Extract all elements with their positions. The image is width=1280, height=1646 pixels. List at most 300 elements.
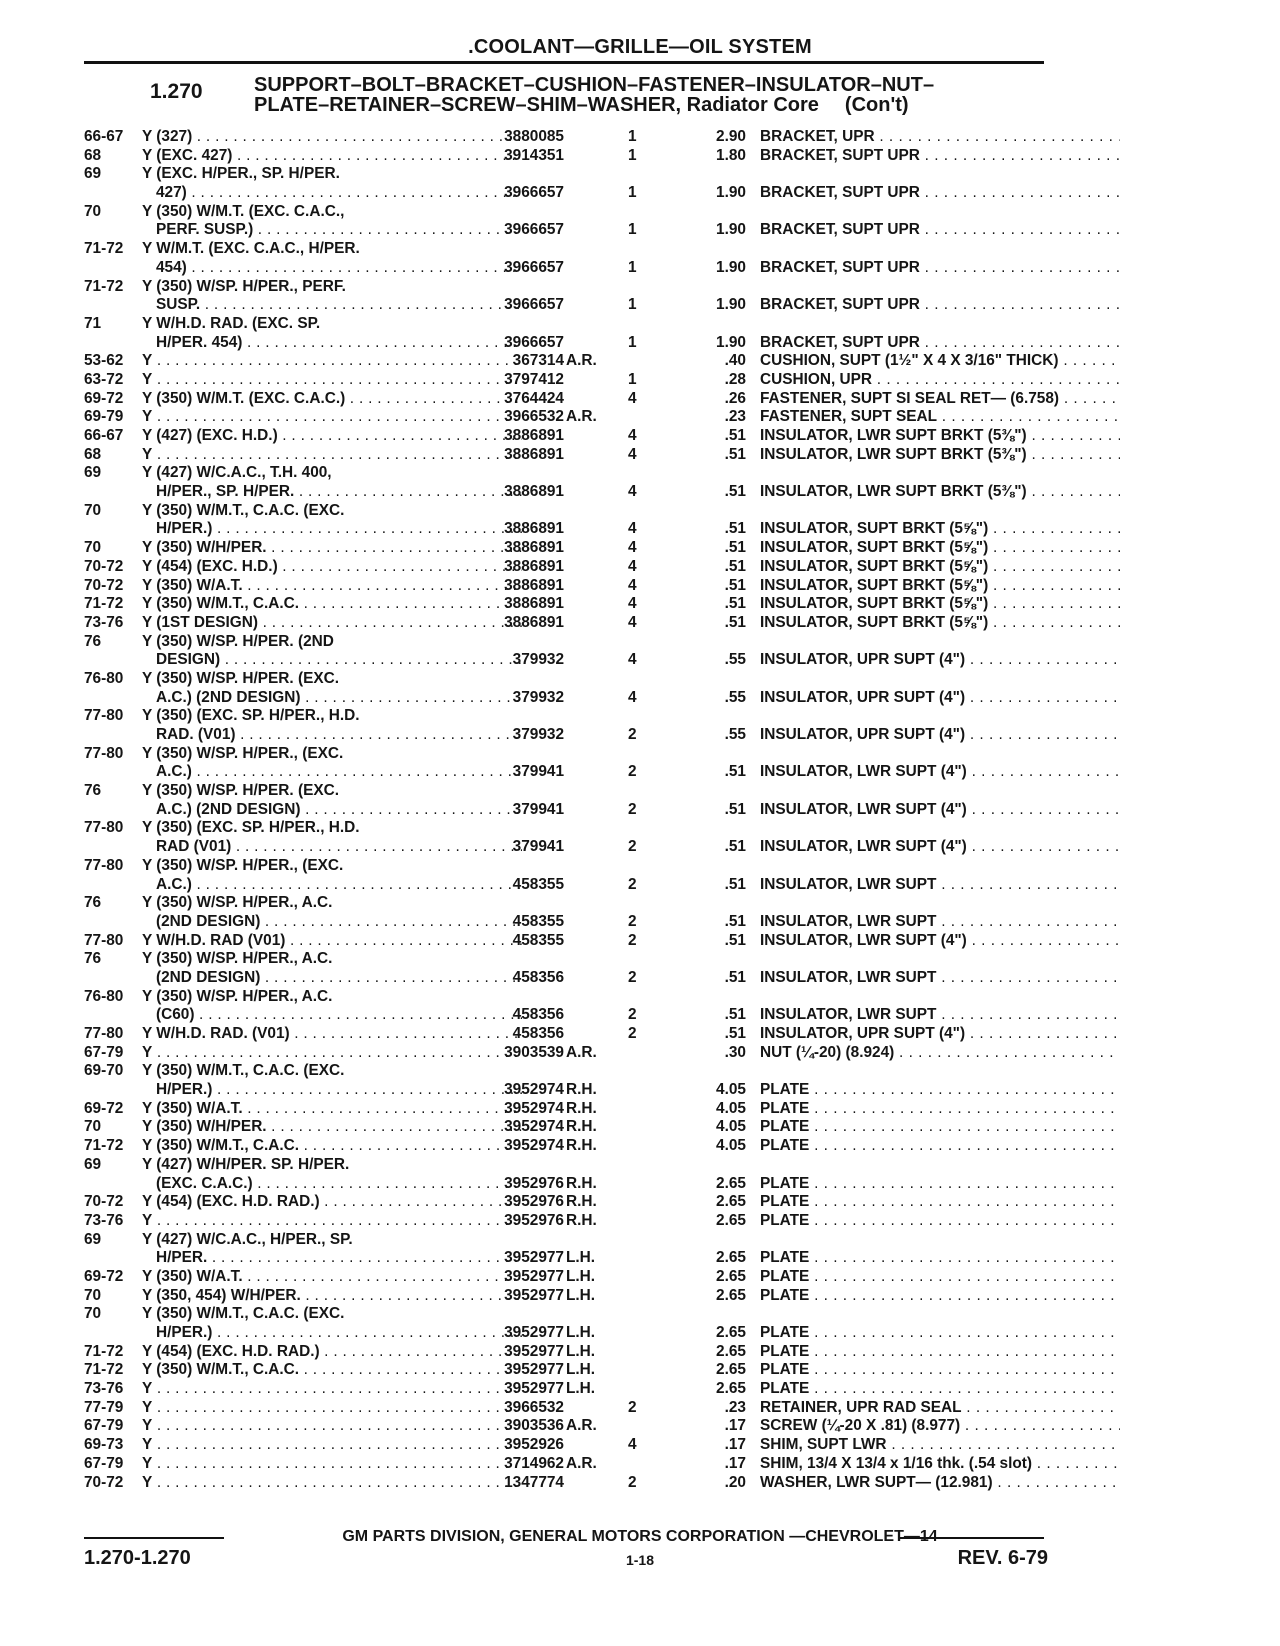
part-name: PLATE . . . (760, 1343, 1120, 1362)
price: .51 (724, 445, 746, 463)
part-name: PLATE . . . (760, 1100, 1120, 1119)
table-row (84, 1324, 1044, 1343)
price: .23 (724, 408, 746, 426)
part-name: INSULATOR, LWR SUPT . . . (760, 969, 1120, 988)
table-row (84, 352, 1059, 371)
model-years: 76-80 (84, 987, 124, 1005)
table-row (84, 278, 1044, 297)
model-years: 76-80 (84, 669, 124, 687)
usage-description: Y . . . (142, 371, 522, 390)
usage-description: Y (350) (EXC. SP. H/PER., H.D. (142, 819, 360, 837)
table-row (84, 240, 1044, 259)
price: 2.65 (716, 1361, 746, 1379)
usage-description: Y . . . (142, 1212, 522, 1231)
table-row (84, 464, 1044, 483)
price: .51 (724, 483, 746, 501)
usage-description: Y . . . (142, 446, 522, 465)
header-rule (84, 61, 1044, 64)
quantity: 1 (628, 146, 637, 164)
part-number: 3966657 (504, 333, 564, 351)
table-row (84, 1343, 1044, 1362)
usage-description: Y (350) W/H/PER. . . . (142, 1118, 522, 1137)
quantity: R.H. (566, 1099, 597, 1117)
table-row (84, 203, 1044, 222)
section-number: 1.270 (150, 80, 203, 103)
usage-description: Y (350) W/M.T., C.A.C. . . . (142, 1137, 522, 1156)
part-number: 379941 (512, 800, 564, 818)
part-name: INSULATOR, UPR SUPT (4") . . . (760, 1025, 1120, 1044)
table-row (84, 1175, 1044, 1194)
model-years: 73-76 (84, 613, 124, 631)
part-name: BRACKET, SUPT UPR . . . (760, 147, 1120, 166)
model-years: 70 (84, 1118, 102, 1136)
model-years: 69 (84, 165, 102, 183)
quantity: L.H. (566, 1324, 596, 1341)
quantity: 4 (628, 1436, 637, 1454)
table-row (84, 483, 1044, 502)
usage-description: Y (350) W/SP. H/PER. (EXC. (142, 669, 340, 687)
model-years: 76 (84, 894, 102, 912)
usage-description: Y (EXC. H/PER., SP. H/PER. (142, 165, 340, 183)
table-row (84, 1249, 1044, 1268)
quantity: R.H. (566, 1081, 597, 1099)
price: .51 (724, 968, 746, 986)
model-years: 70 (84, 202, 102, 220)
table-row (84, 558, 1044, 577)
part-name: INSULATOR, LWR SUPT (4") . . . (760, 801, 1120, 820)
usage-description: H/PER.) . . . (156, 1324, 522, 1343)
part-number: 3952977 (504, 1324, 564, 1341)
part-name: INSULATOR, UPR SUPT (4") . . . (760, 726, 1120, 745)
part-name: INSULATOR, SUPT BRKT (5⅝") . . . (760, 558, 1120, 577)
part-number: 3952977 (504, 1286, 564, 1304)
usage-description: Y . . . (142, 1044, 522, 1063)
model-years: 70-72 (84, 1473, 124, 1491)
table-row (84, 221, 1044, 240)
part-number: 3952926 (504, 1436, 564, 1454)
part-name: PLATE . . . (760, 1175, 1120, 1194)
price: 1.90 (716, 184, 746, 202)
quantity: L.H. (566, 1249, 596, 1267)
part-number: 3914351 (504, 146, 564, 164)
price: .51 (724, 1006, 746, 1024)
model-years: 69-73 (84, 1436, 124, 1454)
model-years: 71-72 (84, 1361, 124, 1379)
quantity: A.R. (566, 408, 597, 426)
quantity: 2 (628, 1025, 637, 1042)
table-row (84, 801, 1044, 820)
table-row (84, 633, 1044, 652)
price: .51 (724, 539, 746, 557)
part-number: 458356 (512, 968, 564, 986)
quantity: 2 (628, 838, 637, 856)
part-name: PLATE . . . (760, 1268, 1120, 1287)
usage-description: Y (454) (EXC. H.D.) . . . (142, 558, 522, 577)
price: .51 (724, 931, 746, 949)
usage-description: H/PER.) . . . (156, 1081, 522, 1100)
quantity: 4 (628, 651, 637, 669)
quantity: L.H. (566, 1342, 596, 1360)
quantity: 1 (628, 370, 637, 388)
model-years: 77-80 (84, 1025, 124, 1042)
part-name: INSULATOR, LWR SUPT (4") . . . (760, 763, 1120, 782)
part-name: SHIM, 13/4 X 13/4 x 1/16 thk. (.54 slot) . . . (760, 1455, 1120, 1474)
model-years: 76 (84, 950, 102, 968)
model-years: 67-79 (84, 1417, 124, 1435)
part-name: PLATE . . . (760, 1118, 1120, 1137)
part-name: INSULATOR, SUPT BRKT (5⅝") . . . (760, 577, 1120, 596)
quantity: 4 (628, 520, 637, 538)
table-row (84, 371, 1044, 390)
model-years: 77-80 (84, 931, 124, 949)
table-row (84, 745, 1044, 764)
table-row (84, 782, 1044, 801)
table-row (84, 763, 1044, 782)
part-number: 367314 (512, 352, 564, 370)
usage-description: Y (350) W/M.T., C.A.C. (EXC. (142, 1305, 345, 1323)
model-years: 69 (84, 1155, 102, 1173)
model-years: 70-72 (84, 576, 124, 594)
part-number: 458356 (512, 1025, 564, 1042)
usage-description: Y . . . (142, 1399, 522, 1418)
table-row (84, 446, 1044, 465)
model-years: 69 (84, 1230, 102, 1248)
usage-description: Y (350) W/SP. H/PER., A.C. (142, 894, 333, 912)
usage-description: Y (454) (EXC. H.D. RAD.) . . . (142, 1343, 522, 1362)
price: .23 (724, 1398, 746, 1416)
table-row (84, 707, 1044, 726)
table-row (84, 1212, 1044, 1231)
model-years: 70-72 (84, 1193, 124, 1211)
usage-description: Y . . . (142, 1474, 522, 1493)
usage-description: Y (350) W/A.T. . . . (142, 1268, 522, 1287)
usage-description: Y (350) W/M.T., C.A.C. . . . (142, 595, 522, 614)
quantity: 2 (628, 931, 637, 949)
usage-description: (EXC. C.A.C.) . . . (156, 1175, 522, 1194)
part-number: 3886891 (504, 595, 564, 613)
price: 2.90 (716, 128, 746, 145)
part-name: SHIM, SUPT LWR . . . (760, 1436, 1120, 1455)
table-row (84, 1025, 1044, 1044)
price: .55 (724, 726, 746, 743)
quantity: 2 (628, 763, 637, 781)
model-years: 70 (84, 1286, 102, 1304)
usage-description: Y (327) . . . (142, 128, 522, 147)
part-name: BRACKET, SUPT UPR . . . (760, 296, 1120, 315)
table-row (84, 315, 1044, 334)
quantity: 2 (628, 968, 637, 986)
table-row (84, 595, 1044, 614)
quantity: 2 (628, 1398, 637, 1416)
table-row (84, 259, 1044, 278)
part-name: INSULATOR, LWR SUPT . . . (760, 876, 1120, 895)
table-row (84, 1305, 1044, 1324)
table-row (84, 1137, 1044, 1156)
usage-description: (C60) . . . (156, 1006, 522, 1025)
model-years: 68 (84, 445, 102, 463)
price: .51 (724, 800, 746, 818)
usage-description: Y (350) W/SP. H/PER. (EXC. (142, 782, 340, 800)
table-row (84, 819, 1044, 838)
part-name: INSULATOR, LWR SUPT (4") . . . (760, 838, 1120, 857)
part-name: PLATE . . . (760, 1287, 1120, 1306)
quantity: 4 (628, 539, 637, 557)
quantity: R.H. (566, 1137, 597, 1155)
price: .51 (724, 576, 746, 594)
model-years: 77-80 (84, 744, 124, 762)
table-row (84, 427, 1044, 446)
part-number: 3966532 (504, 408, 564, 426)
price: 2.65 (716, 1267, 746, 1285)
usage-description: SUSP. . . . (156, 296, 522, 315)
part-name: INSULATOR, LWR SUPT BRKT (5⅜") . . . (760, 446, 1120, 465)
quantity: 2 (628, 800, 637, 818)
part-name: RETAINER, UPR RAD SEAL . . . (760, 1399, 1120, 1418)
quantity: 1 (628, 184, 637, 202)
model-years: 69-70 (84, 1062, 124, 1080)
price: 1.90 (716, 296, 746, 314)
part-number: 3952977 (504, 1249, 564, 1267)
table-row (84, 614, 1044, 633)
part-name: INSULATOR, LWR SUPT . . . (760, 913, 1120, 932)
quantity: L.H. (566, 1286, 596, 1304)
model-years: 69-79 (84, 408, 124, 426)
usage-description: Y . . . (142, 1417, 522, 1436)
model-years: 76 (84, 632, 102, 650)
table-row (84, 838, 1044, 857)
usage-description: PERF. SUSP.) . . . (156, 221, 522, 240)
model-years: 71-72 (84, 595, 124, 613)
part-name: FASTENER, SUPT SI SEAL RET— (6.758) . . . (760, 390, 1120, 409)
part-name: INSULATOR, LWR SUPT . . . (760, 1006, 1120, 1025)
part-number: 3886891 (504, 576, 564, 594)
part-number: 3880085 (504, 128, 564, 145)
part-name: BRACKET, SUPT UPR . . . (760, 184, 1120, 203)
part-number: 379932 (512, 688, 564, 706)
usage-description: RAD (V01) . . . (156, 838, 522, 857)
usage-description: Y . . . (142, 1436, 522, 1455)
table-row (84, 147, 1044, 166)
price: .40 (724, 352, 746, 370)
part-number: 3952974 (504, 1099, 564, 1117)
quantity: A.R. (566, 1417, 597, 1435)
quantity: R.H. (566, 1193, 597, 1211)
table-row (84, 1361, 1044, 1380)
table-row (84, 408, 1044, 427)
quantity: L.H. (566, 1361, 596, 1379)
usage-description: Y (350) W/SP. H/PER., A.C. (142, 950, 333, 968)
quantity: 4 (628, 613, 637, 631)
part-name: BRACKET, UPR . . . (760, 128, 1120, 147)
part-number: 3966657 (504, 184, 564, 202)
part-number: 3952977 (504, 1342, 564, 1360)
part-name: PLATE . . . (760, 1380, 1120, 1399)
usage-description: Y (350) W/SP. H/PER., A.C. (142, 987, 333, 1005)
part-number: 3886891 (504, 557, 564, 575)
table-row (84, 1380, 1044, 1399)
quantity: A.R. (566, 1043, 597, 1061)
usage-description: Y (427) W/C.A.C., H/PER., SP. (142, 1230, 353, 1248)
price: 1.90 (716, 333, 746, 351)
usage-description: Y . . . (142, 408, 522, 427)
part-number: 379932 (512, 651, 564, 669)
table-row (84, 128, 1044, 147)
quantity: 4 (628, 445, 637, 463)
usage-description: RAD. (V01) . . . (156, 726, 522, 745)
table-row (84, 1006, 1044, 1025)
price: .51 (724, 427, 746, 444)
part-name: SCREW (¼-20 X .81) (8.977) . . . (760, 1417, 1120, 1436)
usage-description: Y (350) (EXC. SP. H/PER., H.D. (142, 707, 360, 725)
part-number: 3952974 (504, 1137, 564, 1155)
quantity: L.H. (566, 1380, 596, 1398)
model-years: 63-72 (84, 370, 124, 388)
table-row (84, 1118, 1044, 1137)
quantity: 1 (628, 221, 637, 239)
table-row (84, 1062, 1044, 1081)
part-number: 3797412 (504, 370, 564, 388)
price: .51 (724, 763, 746, 781)
usage-description: Y (454) (EXC. H.D. RAD.) . . . (142, 1193, 522, 1212)
table-row (84, 1100, 1044, 1119)
part-name: INSULATOR, LWR SUPT (4") . . . (760, 932, 1120, 951)
parts-list (84, 128, 1060, 1492)
part-name: CUSHION, SUPT (1½" X 4 X 3/16" THICK) . . . (760, 352, 1120, 371)
model-years: 69-72 (84, 1267, 124, 1285)
quantity: 4 (628, 576, 637, 594)
table-row (84, 184, 1044, 203)
model-years: 69-72 (84, 1099, 124, 1117)
continued-label: (Con't) (844, 94, 909, 116)
table-row (84, 296, 1044, 315)
table-row (84, 857, 1044, 876)
model-years: 70 (84, 539, 102, 557)
part-name: PLATE . . . (760, 1137, 1120, 1156)
usage-description: Y . . . (142, 1455, 522, 1474)
price: 2.65 (716, 1193, 746, 1211)
part-name: INSULATOR, SUPT BRKT (5⅝") . . . (760, 595, 1120, 614)
quantity: R.H. (566, 1118, 597, 1136)
section-title: .COOLANT—GRILLE—OIL SYSTEM (468, 36, 812, 58)
usage-description: A.C.) . . . (156, 763, 522, 782)
model-years: 71-72 (84, 277, 124, 295)
part-number: 3966657 (504, 296, 564, 314)
part-name: PLATE . . . (760, 1361, 1120, 1380)
usage-description: DESIGN) . . . (156, 651, 522, 670)
part-number: 3966532 (504, 1398, 564, 1416)
price: .17 (724, 1417, 746, 1435)
part-number: 3952974 (504, 1118, 564, 1136)
price: .51 (724, 838, 746, 856)
part-number: 3966657 (504, 258, 564, 276)
part-number: 3764424 (504, 389, 564, 407)
price: 2.65 (716, 1249, 746, 1267)
usage-description: H/PER. 454) . . . (156, 334, 522, 353)
quantity: 1 (628, 296, 637, 314)
usage-description: Y (350) W/A.T. . . . (142, 1100, 522, 1119)
table-row (84, 502, 1044, 521)
model-years: 73-76 (84, 1380, 124, 1398)
section-heading-line2-text: PLATE–RETAINER–SCREW–SHIM–WASHER, Radiator Core (254, 94, 819, 116)
model-years: 77-80 (84, 819, 124, 837)
usage-description: Y . . . (142, 1380, 522, 1399)
part-name: FASTENER, SUPT SEAL . . . (760, 408, 1120, 427)
part-name: INSULATOR, SUPT BRKT (5⅝") . . . (760, 539, 1120, 558)
model-years: 77-79 (84, 1398, 124, 1416)
price: 1.80 (716, 146, 746, 164)
part-name: BRACKET, SUPT UPR . . . (760, 334, 1120, 353)
part-number: 458355 (512, 931, 564, 949)
part-number: 3886891 (504, 445, 564, 463)
table-row (84, 1268, 1044, 1287)
usage-description: 454) . . . (156, 259, 522, 278)
quantity: 4 (628, 688, 637, 706)
price: .51 (724, 912, 746, 930)
part-name: PLATE . . . (760, 1324, 1120, 1343)
quantity: 2 (628, 912, 637, 930)
usage-description: Y (EXC. 427) . . . (142, 147, 522, 166)
table-row (84, 894, 1044, 913)
model-years: 76 (84, 782, 102, 800)
part-name: INSULATOR, SUPT BRKT (5⅝") . . . (760, 520, 1120, 539)
usage-description: H/PER.) . . . (156, 520, 522, 539)
part-name: BRACKET, SUPT UPR . . . (760, 221, 1120, 240)
quantity: 4 (628, 557, 637, 575)
table-row (84, 969, 1044, 988)
price: 2.65 (716, 1380, 746, 1398)
table-row (84, 389, 1060, 409)
part-name: BRACKET, SUPT UPR . . . (760, 259, 1120, 278)
model-years: 77-80 (84, 856, 124, 874)
quantity: 2 (628, 1006, 637, 1024)
section-heading-line2 (254, 94, 909, 117)
table-row (84, 876, 1044, 895)
part-number: 458355 (512, 875, 564, 893)
part-number: 3886891 (504, 427, 564, 444)
part-number: 1347774 (504, 1473, 564, 1491)
table-row (84, 1436, 1044, 1455)
price: .51 (724, 1025, 746, 1042)
usage-description: Y (350) W/SP. H/PER., (EXC. (142, 856, 344, 874)
quantity: R.H. (566, 1211, 597, 1229)
table-row (84, 913, 1044, 932)
usage-description: Y W/H.D. RAD (V01) . . . (142, 932, 522, 951)
price: 4.05 (716, 1137, 746, 1155)
quantity: 4 (628, 427, 637, 444)
table-row (84, 1474, 1044, 1493)
part-number: 3886891 (504, 613, 564, 631)
table-row (84, 1399, 1044, 1418)
part-name: PLATE . . . (760, 1193, 1120, 1212)
part-name: INSULATOR, UPR SUPT (4") . . . (760, 651, 1120, 670)
price: 2.65 (716, 1174, 746, 1192)
usage-description: Y (350) W/M.T., C.A.C. (EXC. (142, 501, 345, 519)
section-heading-line1: SUPPORT–BOLT–BRACKET–CUSHION–FASTENER–INSULATOR–NUT– (254, 74, 935, 96)
usage-description: Y (427) (EXC. H.D.) . . . (142, 427, 522, 446)
table-row (84, 689, 1044, 708)
footer-revision: REV. 6-79 (957, 1547, 1048, 1569)
quantity: R.H. (566, 1174, 597, 1192)
usage-description: H/PER., SP. H/PER. . . . (156, 483, 522, 502)
model-years: 73-76 (84, 1211, 124, 1229)
price: 1.90 (716, 258, 746, 276)
usage-description: Y W/H.D. RAD. (EXC. SP. (142, 314, 321, 332)
price: 4.05 (716, 1099, 746, 1117)
usage-description: Y W/H.D. RAD. (V01) . . . (142, 1025, 522, 1044)
table-row (84, 539, 1044, 558)
footer-page-number: 1-18 (625, 1552, 655, 1568)
price: .51 (724, 520, 746, 538)
